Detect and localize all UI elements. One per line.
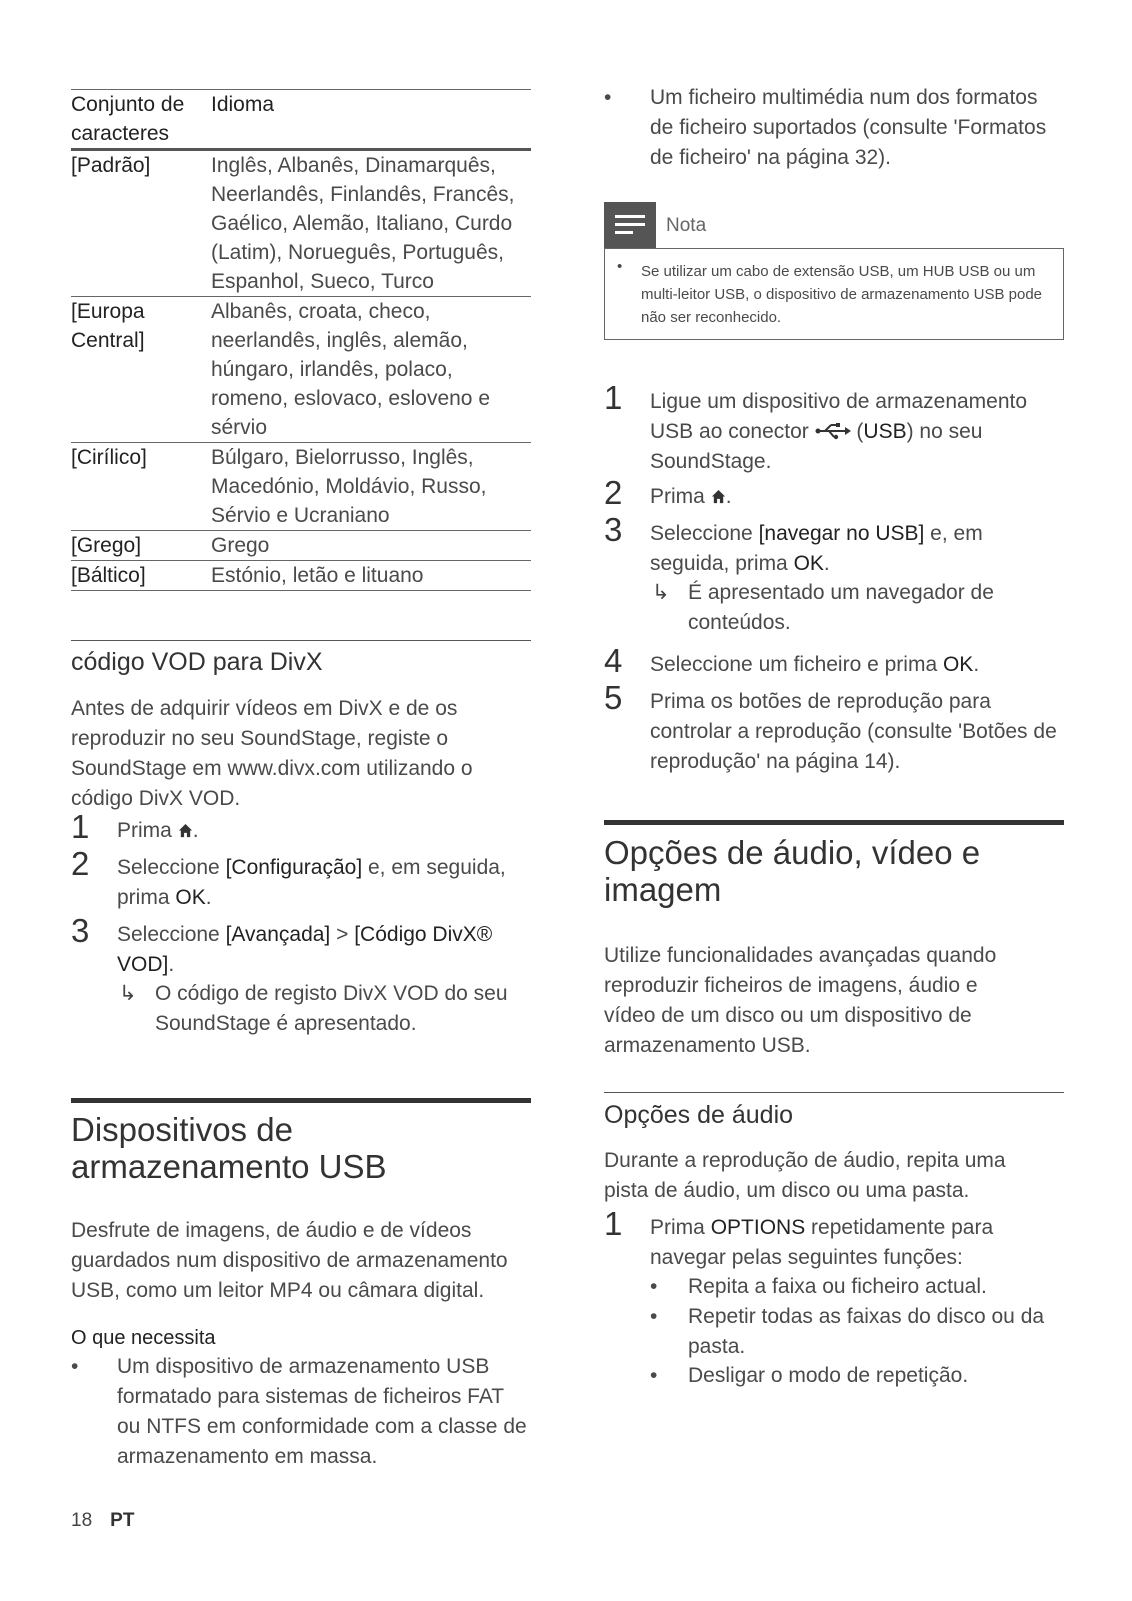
bullet-icon: • <box>650 1364 658 1387</box>
list-item <box>650 1361 1064 1391</box>
divx-heading: código VOD para DivX <box>71 648 323 676</box>
list-item <box>650 1272 1064 1302</box>
step-end: . <box>823 552 830 575</box>
usb-heading: Dispositivos de armazenamento USB <box>71 1111 387 1185</box>
table-row <box>71 561 531 591</box>
divx-step-2 <box>71 845 531 913</box>
divx-result <box>119 979 531 1039</box>
usb-step-5 <box>604 679 1064 777</box>
language-cell: Estónio, letão e lituano <box>211 564 424 587</box>
step-number: 2 <box>604 474 623 511</box>
section-rule <box>604 820 1064 825</box>
section-rule <box>71 640 531 641</box>
audio-intro: Durante a reprodução de áudio, repita uma pista de áudio, um disco ou uma pasta. <box>604 1149 1006 1202</box>
table-row <box>71 531 531 561</box>
step-text: Ligue um dispositivo de armazenamento USB ao conector <box>650 390 1028 443</box>
list-item-text: Um ficheiro multimédia num dos formatos de ficheiro suportados (consulte 'Formatos de ficheiro' na página 32). <box>650 86 1047 169</box>
step-text: Prima <box>650 485 705 508</box>
step-number: 4 <box>604 642 623 679</box>
step-number: 1 <box>604 1205 623 1242</box>
need-heading: O que necessita <box>71 1327 216 1349</box>
step-end: . <box>205 886 212 909</box>
divx-step-1 <box>71 808 531 846</box>
arrow-result-icon: ↳ <box>119 982 137 1005</box>
arrow-result-icon: ↳ <box>652 581 670 604</box>
step-text: > <box>330 923 355 946</box>
step-text: Seleccione <box>650 522 759 545</box>
step-text: Seleccione <box>117 856 226 879</box>
usb-step-4 <box>604 642 1064 680</box>
section-rule <box>604 1092 1064 1093</box>
step-number: 5 <box>604 679 623 716</box>
column-header-lang: Idioma <box>211 93 275 116</box>
divx-intro: Antes de adquirir vídeos em DivX e de os reproduzir no seu SoundStage, registe o SoundStage em www.divx.com utilizando o código DivX VOD. <box>71 697 473 810</box>
ok-keyword: OK <box>942 653 974 676</box>
step-end: . <box>168 953 175 976</box>
step-text: Prima <box>117 819 172 842</box>
step-text: e, em seguida, prima <box>117 856 506 909</box>
language-cell: Albanês, croata, checo, neerlandês, inglês, alemão, húngaro, irlandês, polaco, romeno, eslovaco, esloveno e sérvio <box>211 300 490 439</box>
step-text: repetidamente para navegar pelas seguintes funções: <box>650 1216 994 1269</box>
note-text: Se utilizar um cabo de extensão USB, um HUB USB ou um multi-leitor USB, o dispositivo de armazenamento USB pode não ser reconhecido. <box>641 263 1043 326</box>
menu-keyword: [Código DivX® VOD] <box>117 923 493 976</box>
step-text: Seleccione um ficheiro e prima <box>650 653 943 676</box>
options-intro: Utilize funcionalidades avançadas quando reproduzir ficheiros de imagens, áudio e vídeo de um disco ou um dispositivo de armazenamento USB. <box>604 944 997 1057</box>
column-header-set: Conjunto de caracteres <box>71 93 185 145</box>
usb-keyword: USB <box>863 420 907 443</box>
language-cell: Inglês, Albanês, Dinamarquês, Neerlandês, Finlandês, Francês, Gaélico, Alemão, Italiano, Curdo (Latim), Norueguês, Português, Espanhol, Sueco, Turco <box>211 154 515 293</box>
bullet-icon: • <box>650 1305 658 1328</box>
step-number: 2 <box>71 845 90 882</box>
step-number: 3 <box>71 912 90 949</box>
page-footer <box>71 1510 134 1532</box>
list-item <box>604 83 1064 173</box>
charset-cell: [Cirílico] <box>71 446 147 469</box>
result-text: O código de registo DivX VOD do seu SoundStage é apresentado. <box>155 982 508 1035</box>
language-cell: Grego <box>211 534 270 557</box>
charset-cell: [Padrão] <box>71 154 151 177</box>
note-label: Nota <box>666 215 707 236</box>
list-item <box>650 1302 1064 1362</box>
step-end: . <box>725 485 732 508</box>
table-header-row <box>71 90 531 150</box>
table-row <box>71 443 531 531</box>
ok-keyword: OK <box>793 552 824 575</box>
step-text: Prima <box>650 1216 711 1239</box>
result-text: É apresentado um navegador de conteúdos. <box>688 581 994 634</box>
step-text: Prima os botões de reprodução para controlar a reprodução (consulte 'Botões de reprodução' na página 14). <box>650 690 1057 773</box>
divx-step-3 <box>71 912 531 980</box>
options-keyword: OPTIONS <box>710 1216 806 1239</box>
menu-keyword: [Configuração] <box>225 856 363 879</box>
usb-intro: Desfrute de imagens, de áudio e de vídeos guardados num dispositivo de armazenamento USB, como um leitor MP4 ou câmara digital. <box>71 1219 508 1302</box>
charset-cell: [Báltico] <box>71 564 146 587</box>
usb-step-1: 1 Ligue um dispositivo de armazenamento USB ao conector (USB) no seu SoundStage. <box>604 379 1028 473</box>
language-code: PT <box>110 1510 135 1531</box>
menu-keyword: [navegar no USB] <box>758 522 925 545</box>
audio-step-1 <box>604 1205 1064 1273</box>
menu-keyword: [Avançada] <box>225 923 331 946</box>
options-heading: Opções de áudio, vídeo e imagem <box>604 834 981 908</box>
home-icon <box>711 489 726 504</box>
bullet-icon: • <box>650 1275 658 1298</box>
charset-table <box>71 89 531 591</box>
usb-step-3 <box>604 511 1064 579</box>
list-item-text: Desligar o modo de repetição. <box>688 1364 969 1387</box>
page-number: 18 <box>71 1510 93 1531</box>
list-item-text: Um dispositivo de armazenamento USB formatado para sistemas de ficheiros FAT ou NTFS em conformidade com a classe de armazenamento em massa. <box>117 1355 527 1468</box>
section-rule <box>71 1098 531 1103</box>
home-icon <box>178 823 193 838</box>
step-text: e, em seguida, prima <box>650 522 983 575</box>
step-number: 1 <box>604 379 623 416</box>
language-cell: Búlgaro, Bielorrusso, Inglês, Macedónio, Moldávio, Russo, Sérvio e Ucraniano <box>211 446 487 527</box>
step-text: ) no seu SoundStage. <box>650 420 983 473</box>
note-icon <box>604 202 656 248</box>
step-end: . <box>973 653 980 676</box>
step-end: . <box>192 819 199 842</box>
list-item <box>71 1352 531 1472</box>
usb-icon <box>815 422 851 440</box>
bullet-icon: • <box>604 86 612 109</box>
step-text: Seleccione <box>117 923 226 946</box>
charset-cell: [Europa Central] <box>71 300 145 352</box>
table-row <box>71 150 531 297</box>
bullet-icon: • <box>71 1355 79 1378</box>
list-item-text: Repita a faixa ou ficheiro actual. <box>688 1275 987 1298</box>
step-number: 1 <box>71 808 90 845</box>
bullet-icon: • <box>617 258 623 275</box>
usb-result <box>652 578 1064 638</box>
ok-keyword: OK <box>175 886 206 909</box>
step-number: 3 <box>604 511 623 548</box>
charset-cell: [Grego] <box>71 534 142 557</box>
list-item-text: Repetir todas as faixas do disco ou da pasta. <box>688 1305 1045 1358</box>
usb-step-2 <box>604 474 1064 512</box>
table-row <box>71 297 531 443</box>
audio-heading: Opções de áudio <box>604 1101 794 1129</box>
